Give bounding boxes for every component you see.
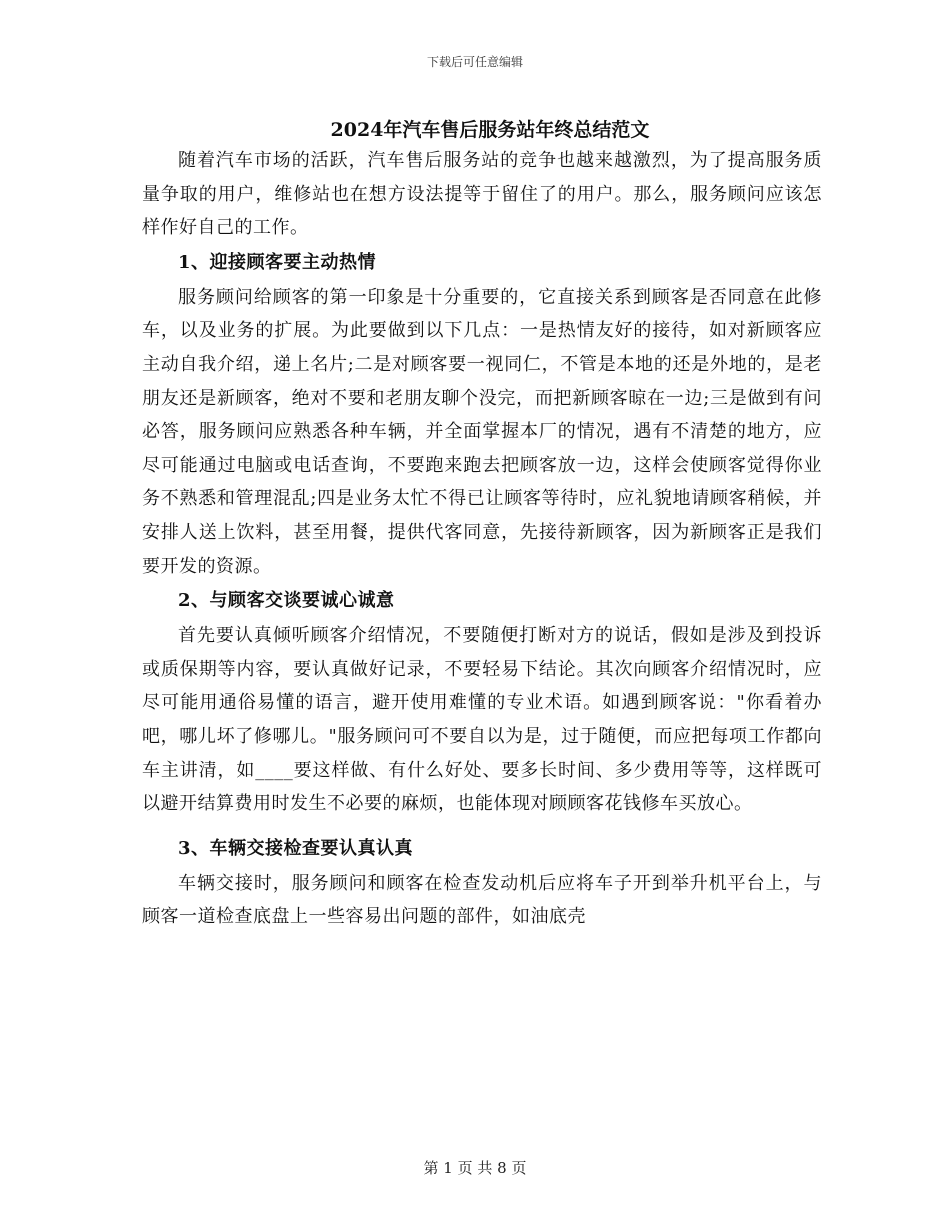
section-heading-2: 2、与顾客交谈要诚心诚意: [178, 590, 395, 612]
section-heading-3: 3、车辆交接检查要认真认真: [178, 837, 414, 859]
section-body-3: 车辆交接时，服务顾问和顾客在检查发动机后应将车子开到举升机平台上，与顾客一道检查底盘上一些容易出问题的部件，如油底壳: [142, 872, 822, 928]
page-footer: 第 1 页 共 8 页: [423, 1159, 527, 1177]
section-body-1: 服务顾问给顾客的第一印象是十分重要的，它直接关系到顾客是否同意在此修车，以及业务的扩展。为此要做到以下几点：一是热情友好的接待，如对新顾客应主动自我介绍，递上名片;二是对顾客要一视同仁，不管是本地的还是外地的，是老朋友还是新顾客，绝对不要和老朋友聊个没完，而把新顾客晾在一边;三是做到有问必答，服务顾问应熟悉各种车辆，并全面掌握本厂的情况，遇有不清楚的地方，应尽可能通过电脑或电话查询，不要跑来跑去把顾客放一边，这样会使顾客觉得你业务不熟悉和管理混乱;四是业务太忙不得已让顾客等待时，应礼貌地请顾客稍候，并安排人送上饮料，甚至用餐，提供代客同意，先接待新顾客，因为新顾客正是我们要开发的资源。: [142, 286, 822, 577]
page-header: 下载后可任意编辑: [426, 55, 523, 69]
document-body: [142, 144, 822, 934]
document-title: 2024年汽车售后服务站年终总结范文: [330, 119, 650, 141]
intro-paragraph: 随着汽车市场的活跃，汽车售后服务站的竞争也越来越激烈，为了提高服务质量争取的用户，维修站也在想方设法提等于留住了的用户。那么，服务顾问应该怎样作好自己的工作。: [142, 150, 822, 239]
section-heading-1: 1、迎接顾客要主动热情: [178, 251, 377, 273]
section-body-2: 首先要认真倾听顾客介绍情况，不要随便打断对方的说话，假如是涉及到投诉或质保期等内容，要认真做好记录，不要轻易下结论。其次向顾客介绍情况时，应尽可能用通俗易懂的语言，避开使用难懂的专业术语。如遇到顾客说："你看着办吧，哪儿坏了修哪儿。"服务顾问可不要自以为是，过于随便，而应把每项工作都向车主讲清，如____要这样做、有什么好处、要多长时间、多少费用等等，这样既可以避开结算费用时发生不必要的麻烦，也能体现对顾顾客花钱修车买放心。: [142, 625, 822, 815]
